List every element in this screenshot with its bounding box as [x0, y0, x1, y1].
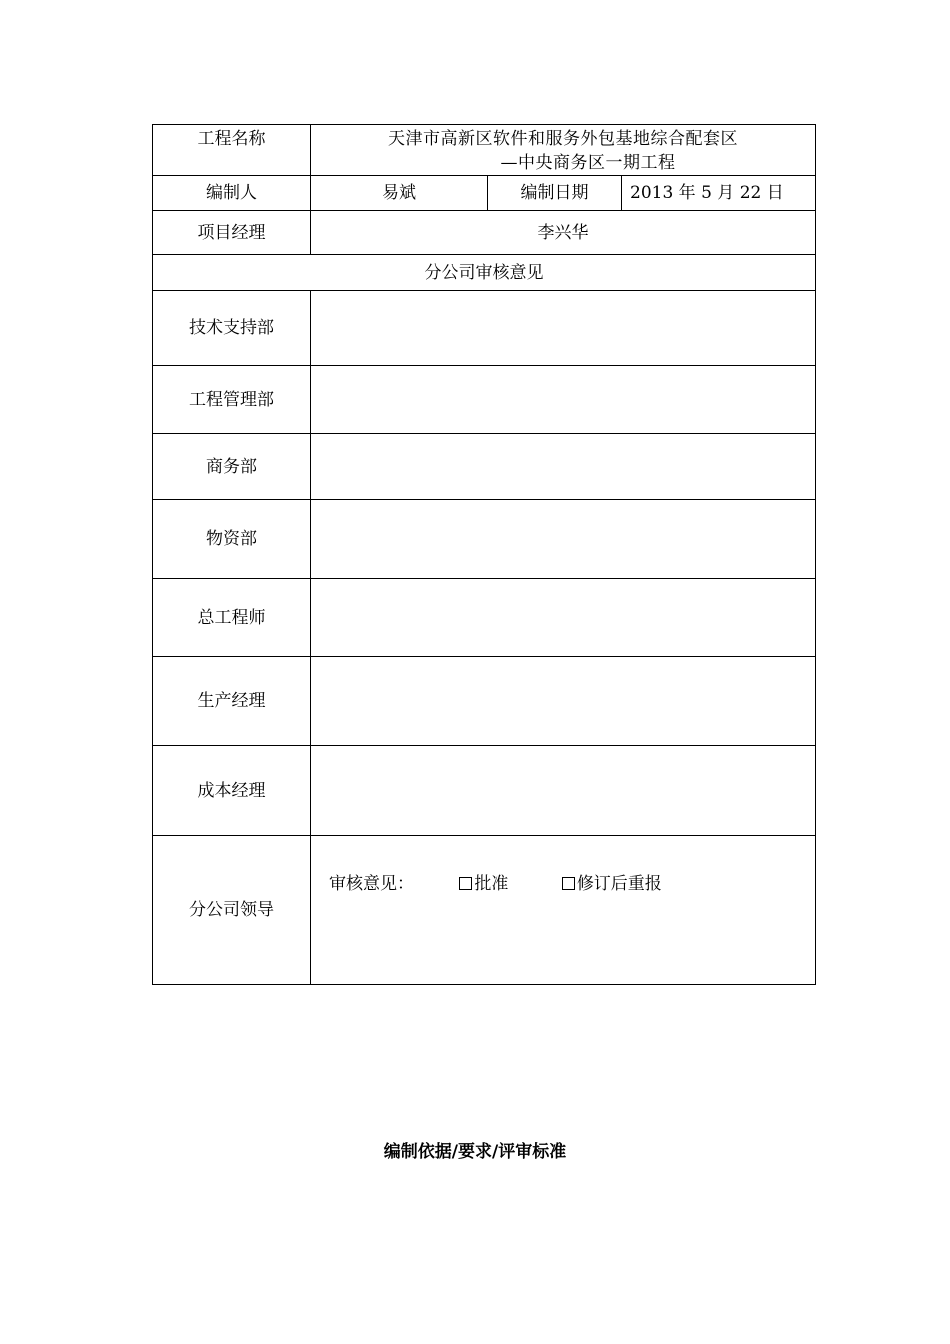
- dept-label: 技术支持部: [153, 291, 311, 366]
- dept-opinion[interactable]: [311, 657, 816, 746]
- approve-option[interactable]: [459, 872, 508, 896]
- dept-label: 生产经理: [153, 657, 311, 746]
- leader-opinion: [311, 836, 816, 985]
- review-form-table: [152, 124, 816, 985]
- dept-row: [153, 579, 816, 657]
- dept-row: [153, 657, 816, 746]
- dept-opinion[interactable]: [311, 366, 816, 434]
- section-header-row: [153, 255, 816, 291]
- leader-label: 分公司领导: [153, 836, 311, 985]
- dept-opinion[interactable]: [311, 746, 816, 836]
- preparer-row: [153, 176, 816, 211]
- dept-row: [153, 366, 816, 434]
- project-name-line2: —中央商务区一期工程: [500, 153, 676, 173]
- revise-option[interactable]: [562, 872, 662, 896]
- dept-row: [153, 746, 816, 836]
- approve-label: 批准: [474, 874, 509, 894]
- revise-label: 修订后重报: [576, 874, 662, 894]
- prep-date-value: 2013 年 5 月 22 日: [622, 176, 816, 211]
- approve-checkbox-icon[interactable]: [459, 877, 472, 890]
- project-name-line1: 天津市高新区软件和服务外包基地综合配套区: [388, 129, 738, 149]
- dept-label: 总工程师: [153, 579, 311, 657]
- revise-checkbox-icon[interactable]: [562, 877, 575, 890]
- section-header: 分公司审核意见: [153, 255, 816, 291]
- dept-label: 物资部: [153, 500, 311, 579]
- dept-label: 商务部: [153, 434, 311, 500]
- dept-label: 成本经理: [153, 746, 311, 836]
- project-name-value: [311, 125, 816, 176]
- dept-row: [153, 434, 816, 500]
- dept-row: [153, 291, 816, 366]
- dept-opinion[interactable]: [311, 434, 816, 500]
- section-title: 编制依据/要求/评审标准: [383, 1142, 567, 1162]
- review-label: 审核意见：: [329, 874, 414, 894]
- preparer-value: 易斌: [311, 176, 488, 211]
- pm-label: 项目经理: [153, 211, 311, 255]
- dept-label: 工程管理部: [153, 366, 311, 434]
- dept-opinion[interactable]: [311, 291, 816, 366]
- project-name-label: 工程名称: [153, 125, 311, 176]
- dept-row: [153, 500, 816, 579]
- preparer-label: 编制人: [153, 176, 311, 211]
- leader-row: [153, 836, 816, 985]
- project-name-row: [153, 125, 816, 176]
- pm-value: 李兴华: [311, 211, 816, 255]
- pm-row: [153, 211, 816, 255]
- dept-opinion[interactable]: [311, 500, 816, 579]
- dept-opinion[interactable]: [311, 579, 816, 657]
- prep-date-label: 编制日期: [488, 176, 622, 211]
